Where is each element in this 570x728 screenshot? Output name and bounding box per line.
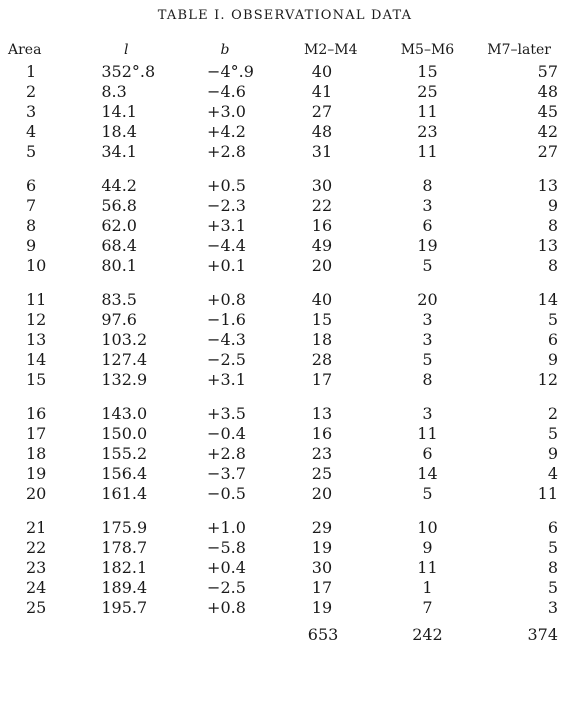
cell-l: 189.4 [101,578,148,597]
group-spacer-cell [0,504,570,518]
table-row [0,142,570,162]
cell-l: 182.1 [101,558,148,577]
cell-m7-later: 27 [537,142,558,161]
cell-area: 3 [26,102,37,121]
totals-spacer [0,618,77,652]
table-row [0,578,570,598]
cell-m7-later: 42 [537,122,558,141]
table-row [0,196,570,216]
table-row [0,444,570,464]
cell-l: 68.4 [101,236,137,255]
cell-m2-m4: 30 [311,176,333,195]
cell-b: −2.5 [207,578,246,597]
cell-l: 127.4 [101,350,148,369]
table-row [0,484,570,504]
cell-m7-later: 4 [547,464,558,483]
cell-m5-m6: 9 [422,538,433,557]
cell-m2-m4: 16 [311,216,333,235]
cell-m2-m4: 20 [311,484,333,503]
cell-area: 4 [26,122,37,141]
cell-b: −1.6 [207,310,246,329]
cell-m2-m4: 23 [311,444,333,463]
table-row [0,236,570,256]
cell-m5-m6: 8 [422,176,433,195]
cell-b: −0.4 [207,424,246,443]
cell-m5-m6: 11 [417,102,438,121]
cell-m2-m4: 17 [311,578,333,597]
totals-spacer [175,618,275,652]
table-row [0,464,570,484]
cell-m5-m6: 14 [417,464,438,483]
table-row [0,598,570,618]
header-area: Area [8,42,42,58]
cell-l: 80.1 [101,256,137,275]
cell-m7-later: 8 [547,256,558,275]
cell-m5-m6: 3 [422,330,433,349]
cell-l: 44.2 [101,176,137,195]
cell-m5-m6: 15 [417,62,438,81]
cell-m5-m6: 3 [422,310,433,329]
cell-b: −4.4 [207,236,246,255]
group-spacer [0,504,570,518]
cell-area: 10 [26,256,47,275]
table-row [0,62,570,82]
cell-l: 83.5 [101,290,137,309]
cell-m2-m4: 41 [311,82,333,101]
table-row [0,370,570,390]
cell-b: +2.8 [207,444,246,463]
cell-l: 161.4 [101,484,148,503]
cell-m7-later: 13 [537,176,558,195]
cell-area: 1 [26,62,37,81]
cell-m5-m6: 11 [417,558,438,577]
cell-area: 15 [26,370,47,389]
cell-l: 195.7 [101,598,148,617]
cell-area: 9 [26,236,37,255]
cell-m2-m4: 20 [311,256,333,275]
cell-m5-m6: 1 [422,578,433,597]
table-row [0,176,570,196]
cell-area: 23 [26,558,47,577]
cell-m2-m4: 28 [311,350,333,369]
cell-m5-m6: 3 [422,196,433,215]
table-row [0,538,570,558]
cell-m2-m4: 48 [311,122,333,141]
cell-m2-m4: 27 [311,102,333,121]
header-l: l [123,42,129,58]
cell-l: 155.2 [101,444,148,463]
cell-m5-m6: 8 [422,370,433,389]
cell-b: +0.8 [207,598,246,617]
cell-l: 178.7 [101,538,148,557]
cell-m5-m6: 23 [417,122,438,141]
cell-m7-later: 5 [547,538,558,557]
table-header-row [0,38,570,62]
cell-area: 19 [26,464,47,483]
cell-m5-m6: 6 [422,444,433,463]
header-b: b [220,42,230,58]
group-spacer-cell [0,162,570,176]
table-row [0,82,570,102]
cell-m5-m6: 25 [417,82,438,101]
cell-b: +0.4 [207,558,246,577]
cell-m7-later: 48 [537,82,558,101]
cell-b: +4.2 [207,122,246,141]
cell-b: +3.0 [207,102,246,121]
group-spacer [0,276,570,290]
cell-m7-later: 5 [547,424,558,443]
cell-area: 6 [26,176,37,195]
cell-b: −5.8 [207,538,246,557]
cell-b: +3.5 [207,404,246,423]
total-m2-m4: 653 [307,625,339,644]
cell-area: 18 [26,444,47,463]
cell-m2-m4: 49 [311,236,333,255]
cell-m5-m6: 19 [417,236,438,255]
cell-b: −2.3 [207,196,246,215]
cell-m7-later: 14 [537,290,558,309]
observational-data-table [0,38,570,652]
cell-b: −4.3 [207,330,246,349]
cell-l: 18.4 [101,122,137,141]
cell-b: +1.0 [207,518,246,537]
header-m7-later: M7–later [487,42,551,58]
table-title: TABLE I. OBSERVATIONAL DATA [157,8,413,23]
table-row [0,350,570,370]
cell-m5-m6: 11 [417,424,438,443]
header-m5-m6: M5–M6 [400,42,455,58]
cell-m7-later: 57 [537,62,558,81]
cell-m7-later: 9 [547,196,558,215]
cell-m2-m4: 17 [311,370,333,389]
cell-l: 156.4 [101,464,148,483]
table-row [0,256,570,276]
cell-m5-m6: 7 [422,598,433,617]
table-row [0,122,570,142]
cell-area: 25 [26,598,47,617]
cell-l: 14.1 [101,102,137,121]
total-m7-later: 374 [527,625,558,644]
cell-m7-later: 6 [547,330,558,349]
cell-area: 11 [26,290,47,309]
cell-m2-m4: 13 [311,404,333,423]
cell-m7-later: 3 [547,598,558,617]
table-row [0,558,570,578]
group-spacer-cell [0,390,570,404]
table-row [0,330,570,350]
cell-area: 14 [26,350,47,369]
cell-area: 24 [26,578,47,597]
cell-l: 175.9 [101,518,148,537]
cell-b: +3.1 [207,216,246,235]
cell-m2-m4: 25 [311,464,333,483]
cell-m7-later: 45 [537,102,558,121]
cell-b: +0.5 [207,176,246,195]
cell-b: −2.5 [207,350,246,369]
cell-m7-later: 8 [547,216,558,235]
cell-area: 16 [26,404,47,423]
cell-l: 97.6 [101,310,137,329]
cell-area: 22 [26,538,47,557]
group-spacer-cell [0,276,570,290]
cell-area: 17 [26,424,47,443]
cell-l: 103.2 [101,330,148,349]
cell-m7-later: 2 [547,404,558,423]
cell-b: +3.1 [207,370,246,389]
header-m2-m4: M2–M4 [304,42,358,58]
cell-b: −0.5 [207,484,246,503]
cell-l: 352°.8 [101,62,156,81]
cell-m7-later: 8 [547,558,558,577]
cell-m2-m4: 19 [311,538,333,557]
cell-m2-m4: 22 [311,196,333,215]
cell-m2-m4: 19 [311,598,333,617]
cell-b: −4.6 [207,82,246,101]
cell-m5-m6: 11 [417,142,438,161]
cell-m7-later: 5 [547,310,558,329]
cell-m2-m4: 16 [311,424,333,443]
table-body [0,62,570,618]
table-row [0,424,570,444]
cell-m5-m6: 20 [417,290,438,309]
table-row [0,404,570,424]
totals-spacer [77,618,175,652]
cell-area: 13 [26,330,47,349]
cell-area: 7 [26,196,37,215]
cell-m2-m4: 18 [311,330,333,349]
cell-b: +0.8 [207,290,246,309]
table-row [0,102,570,122]
table-row [0,216,570,236]
cell-b: −3.7 [207,464,246,483]
table-row [0,518,570,538]
cell-area: 20 [26,484,47,503]
cell-l: 34.1 [101,142,137,161]
cell-m2-m4: 15 [311,310,333,329]
cell-l: 143.0 [101,404,148,423]
total-m5-m6: 242 [412,625,443,644]
group-spacer [0,390,570,404]
cell-b: +0.1 [207,256,246,275]
cell-l: 62.0 [101,216,137,235]
cell-m7-later: 5 [547,578,558,597]
cell-b: −4°.9 [207,62,254,81]
cell-m5-m6: 5 [422,350,433,369]
cell-b: +2.8 [207,142,246,161]
cell-m2-m4: 29 [311,518,333,537]
cell-area: 2 [26,82,37,101]
cell-area: 12 [26,310,47,329]
cell-m5-m6: 3 [422,404,433,423]
cell-m5-m6: 5 [422,484,433,503]
cell-m7-later: 12 [537,370,558,389]
cell-m2-m4: 40 [311,62,333,81]
cell-area: 21 [26,518,47,537]
cell-m5-m6: 5 [422,256,433,275]
cell-l: 132.9 [101,370,148,389]
cell-m5-m6: 6 [422,216,433,235]
cell-l: 150.0 [101,424,148,443]
cell-l: 56.8 [101,196,137,215]
group-spacer [0,162,570,176]
cell-m5-m6: 10 [417,518,438,537]
cell-m7-later: 9 [547,444,558,463]
cell-m7-later: 6 [547,518,558,537]
cell-m7-later: 13 [537,236,558,255]
table-row [0,310,570,330]
cell-area: 8 [26,216,37,235]
cell-m2-m4: 31 [311,142,333,161]
table-row [0,290,570,310]
totals-row [0,618,570,652]
cell-area: 5 [26,142,37,161]
cell-l: 8.3 [101,82,127,101]
cell-m7-later: 11 [537,484,558,503]
cell-m2-m4: 30 [311,558,333,577]
cell-m2-m4: 40 [311,290,333,309]
cell-m7-later: 9 [547,350,558,369]
